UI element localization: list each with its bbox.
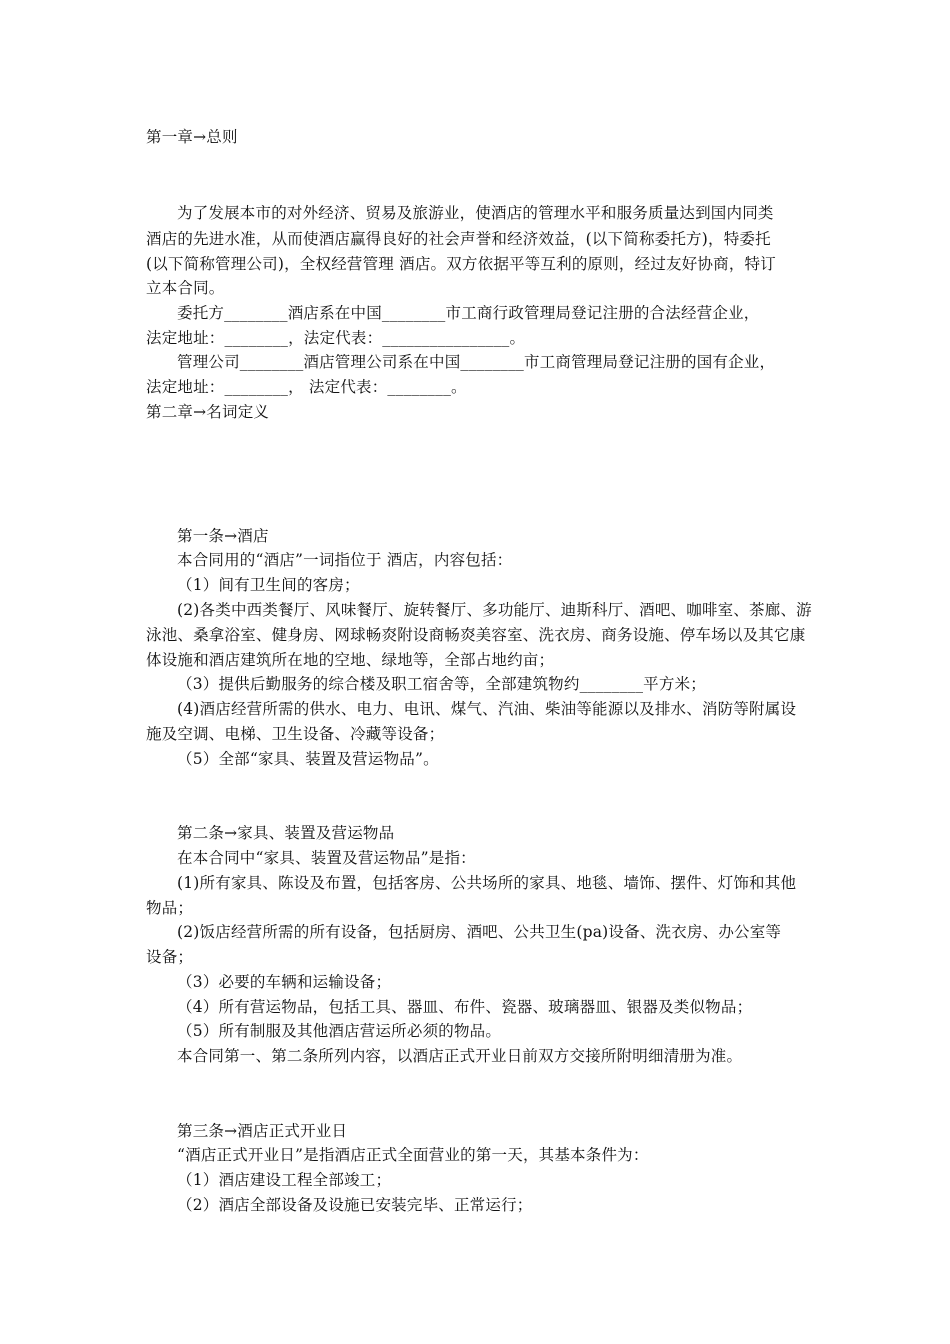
intro-line-1: 为了发展本市的对外经济、贸易及旅游业，使酒店的管理水平和服务质量达到国内同类 bbox=[177, 204, 774, 222]
manager-line-1: 管理公司________酒店管理公司系在中国________市工商管理局登记注册的国有企业， bbox=[177, 353, 776, 371]
article-3-line: （2）酒店全部设备及设施已安装完毕、正常运行； bbox=[177, 1196, 533, 1214]
article-2-line: 本合同第一、第二条所列内容，以酒店正式开业日前双方交接所附明细清册为准。 bbox=[177, 1047, 743, 1065]
chapter-1-heading: 第一章→总则 bbox=[146, 128, 238, 146]
article-2-line: (2)饭店经营所需的所有设备，包括厨房、酒吧、公共卫生(pa)设备、洗衣房、办公室等 bbox=[177, 923, 782, 941]
article-2-line: 在本合同中“家具、装置及营运物品”是指： bbox=[177, 849, 476, 867]
article-1-line: 本合同用的“酒店”一词指位于 酒店，内容包括： bbox=[177, 551, 513, 569]
article-2-line: （4）所有营运物品，包括工具、器皿、布件、瓷器、玻璃器皿、银器及类似物品； bbox=[177, 998, 753, 1016]
article-1-line: 施及空调、电梯、卫生设备、冷藏等设备； bbox=[146, 725, 445, 743]
article-2-heading: 第二条→家具、装置及营运物品 bbox=[177, 824, 395, 842]
article-3-heading: 第三条→酒店正式开业日 bbox=[177, 1122, 348, 1140]
article-1-line: (4)酒店经营所需的供水、电力、电讯、煤气、汽油、柴油等能源以及排水、消防等附属设 bbox=[177, 700, 797, 718]
article-2-line: （3）必要的车辆和运输设备； bbox=[177, 973, 392, 991]
article-2-line: 物品； bbox=[146, 899, 194, 917]
article-1-heading: 第一条→酒店 bbox=[177, 527, 269, 545]
client-line-1: 委托方________酒店系在中国________市工商行政管理局登记注册的合法经营企业， bbox=[177, 304, 760, 322]
article-1-line: （1）间有卫生间的客房； bbox=[177, 576, 360, 594]
client-line-2: 法定地址：________，法定代表：________________。 bbox=[146, 329, 526, 347]
chapter-2-heading: 第二章→名词定义 bbox=[146, 403, 270, 421]
article-1-line: （3）提供后勤服务的综合楼及职工宿舍等，全部建筑物约________平方米； bbox=[177, 675, 706, 693]
intro-line-3: (以下简称管理公司)，全权经营管理 酒店。双方依据平等互利的原则，经过友好协商，特订 bbox=[146, 255, 776, 273]
article-2-line: 设备； bbox=[146, 948, 194, 966]
article-1-line: (2)各类中西类餐厅、风味餐厅、旋转餐厅、多功能厅、迪斯科厅、酒吧、咖啡室、茶廊、游 bbox=[177, 601, 812, 619]
article-3-line: “酒店正式开业日”是指酒店正式全面营业的第一天，其基本条件为： bbox=[177, 1146, 649, 1164]
intro-line-4: 立本合同。 bbox=[146, 279, 225, 297]
article-1-line: （5）全部“家具、装置及营运物品”。 bbox=[177, 750, 439, 768]
manager-line-2: 法定地址：________， 法定代表：________。 bbox=[146, 378, 467, 396]
article-2-line: （5）所有制服及其他酒店营运所必须的物品。 bbox=[177, 1022, 502, 1040]
article-3-line: （1）酒店建设工程全部竣工； bbox=[177, 1171, 392, 1189]
article-1-line: 泳池、桑拿浴室、健身房、网球畅㶫附设商畅㶫美容室、洗衣房、商务设施、停车场以及其它康 bbox=[146, 626, 806, 644]
article-2-line: (1)所有家具、陈设及布置，包括客房、公共场所的家具、地毯、墙饰、摆件、灯饰和其他 bbox=[177, 874, 797, 892]
intro-line-2: 酒店的先进水准，从而使酒店赢得良好的社会声誉和经济效益，(以下简称委托方)，特委托 bbox=[146, 230, 771, 248]
article-1-line: 体设施和酒店建筑所在地的空地、绿地等，全部占地约亩； bbox=[146, 651, 555, 669]
